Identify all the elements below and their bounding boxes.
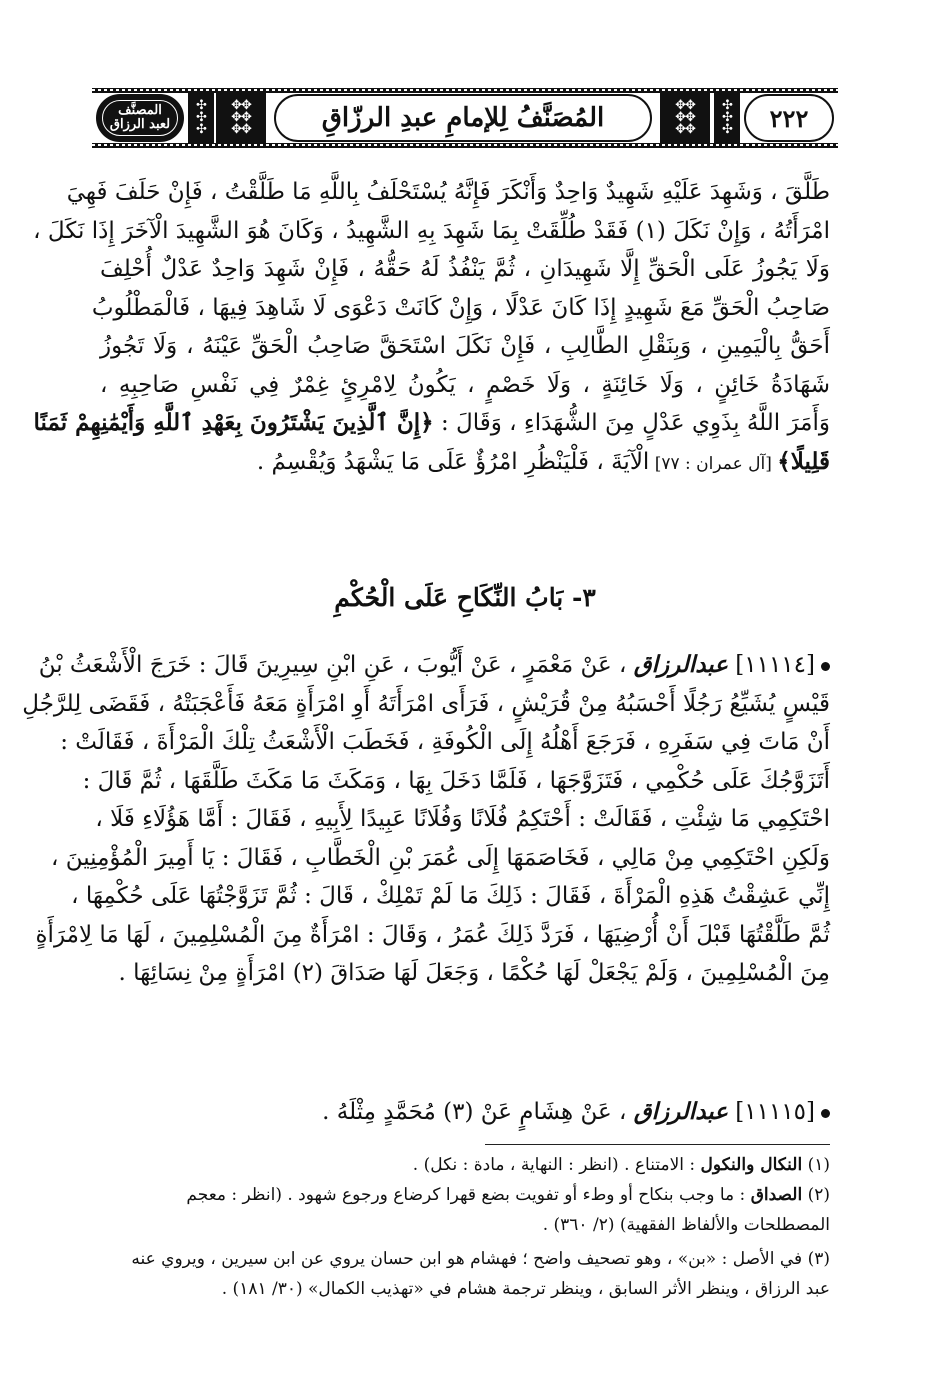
narrator-name: عبدالرزاق: [633, 651, 728, 678]
paragraph-continuation: [33, 173, 830, 481]
text-line: ثُمَّ طَلَّقْتُهَا قَبْلَ أَنْ أُرْضِيَهَا ، فَرَدَّ ذَلِكَ عُمَرُ ، وَقَالَ : امْرَأَةٌ مِنَ الْمُسْلِمِينَ ، لَهَا مَا لِامْرَأَةٍ: [35, 921, 830, 948]
ornament-right-2: ✣ ✣ ✣: [714, 93, 740, 143]
text-segment: وَأَمَرَ اللَّهُ بِذَوِي عَدْلٍ مِنَ الشُّهَدَاءِ ، وَقَالَ :: [433, 410, 830, 436]
running-title: المُصَنَّفُ لِلإمامِ عبدِ الرزّاقِ: [321, 103, 605, 133]
footnote-continuation: [100, 1210, 830, 1240]
text-line: شَهَادَةُ خَائِنٍ ، وَلَا خَائِنَةٍ ، وَلَا خَصْمٍ ، يَكُونُ لِامْرِئٍ غِمْرٌ فِي نَفْسِ صَاحِبِهِ ،: [100, 371, 830, 398]
text-line: [33, 404, 830, 443]
stamp-line-2: لعبد الرزاق: [109, 117, 171, 132]
text-line: امْرَأَتُهُ ، وَإِنْ نَكَلَ (١) فَقَدْ طُلِّقَتْ بِمَا شَهِدَ بِهِ الشَّهِيدُ ، وَكَانَ هُوَ الشَّهِيدَ الْآخَرَ إِذَا نَكَلَ ،: [33, 217, 830, 244]
ornament-left-1: ✣ ✣ ✣: [188, 93, 214, 143]
text-line: طَلَّقَ ، وَشَهِدَ عَلَيْهِ شَهِيدٌ وَاحِدٌ وَأَنْكَرَ فَإِنَّهُ يُسْتَحْلَفُ بِاللَّهِ مَا طَلَّقْتُ ، فَإِنْ حَلَفَ فَهِيَ: [66, 179, 830, 205]
text-line: قَيْسٍ يُشَيِّعُ رَجُلًا أَحْسَبُهُ مِنْ قُرَيْشٍ ، فَرَأَى امْرَأَتَهُ أَوِ امْرَأَةٍ مَعَهُ فَأَعْجَبَتْهُ ، فَقَضَى لِلرَّجُلِ: [22, 690, 830, 717]
text-line: احْتَكِمِي مَا شِئْتِ ، فَقَالَتْ : أَحْتَكِمُ فُلَانًا وَفُلَانًا عَبِيدًا لِأَبِيهِ ، فَقَالَ : أَمَّا هَؤُلَاءِ فَلَا ،: [95, 806, 830, 832]
page-number-cartouche: [744, 94, 834, 142]
text-line: أَحَقُّ بِالْيَمِينِ ، وَبِنَقْلِ الطَّالِبِ ، فَإِنْ نَكَلَ اسْتَحَقَّ صَاحِبُ الْحَقِّ عَيْنَهُ ، وَلَا تَجُوزُ: [100, 333, 830, 359]
footnote-text: : ما وجب بنكاح أو وطء أو تفويت بضع قهرا كرضاع ورجوع شهود . (انظر : معجم: [186, 1185, 751, 1205]
footnote: [100, 1180, 830, 1210]
text-line: [38, 646, 830, 685]
footnote-number: (٢): [802, 1185, 830, 1205]
text-segment: ، عَنْ مَعْمَرٍ ، عَنْ أَيُّوبَ ، عَنِ ابْنِ سِيرِينَ قَالَ : خَرَجَ الْأَشْعَثُ بْنُ: [38, 652, 634, 678]
section-heading: ٣- بَابُ النِّكَاحِ عَلَى الْحُكْمِ: [334, 583, 596, 612]
quran-verse-end: قَلِيلًا﴾: [777, 447, 830, 475]
bullet-marker: [821, 662, 830, 671]
footnote-continuation: [100, 1274, 830, 1304]
ornament-left-2: ✥✥ ✥✥ ✥✥: [216, 93, 266, 143]
footnote: [100, 1244, 830, 1274]
footnotes: [100, 1150, 830, 1304]
footnote-number: (١): [802, 1155, 830, 1175]
text-line: إِنِّي عَشِقْتُ هَذِهِ الْمَرْأَةَ ، فَقَالَ : ذَلِكَ مَا لَمْ تَمْلِكْ ، قَالَ : ثُمَّ تَزَوَّجْتُهَا عَلَى حُكْمِهَا ،: [71, 883, 830, 909]
hadith-11114: [22, 646, 830, 993]
hadith-number: [١١١١٥]: [727, 1099, 815, 1125]
text-line: وَلَا يَجُوزُ عَلَى الْحَقِّ إِلَّا شَهِيدَانِ ، ثُمَّ يَنْفُذُ لَهُ حَقُّهُ ، فَإِنْ شَهِدَ وَاحِدٌ عَدْلٌ أُحْلِفَ: [100, 256, 830, 282]
footnote-text: : الامتناع . (انظر : النهاية ، مادة : نكل) .: [412, 1155, 701, 1175]
footnote-number: (٣): [802, 1249, 830, 1269]
narrator-name: عبدالرزاق: [633, 1098, 728, 1125]
footnote-term: الصداق: [750, 1185, 803, 1205]
quran-verse: ﴿إِنَّ ٱلَّذِينَ يَشْتَرُونَ بِعَهْدِ ٱللَّهِ وَأَيْمَٰنِهِمْ ثَمَنًا: [33, 409, 434, 436]
text-line: وَلَكِنِ احْتَكِمِي مِنْ مَالِي ، فَخَاصَمَهَا إِلَى عُمَرَ بْنِ الْخَطَّابِ ، فَقَالَ : يَا أَمِيرَ الْمُؤْمِنِينَ ،: [50, 844, 830, 871]
footnote-separator: [485, 1144, 830, 1145]
header-border-bottom: [92, 143, 838, 148]
hadith-11115: [100, 1093, 830, 1132]
footnote-text: في الأصل : «بن» ، وهو تصحيف واضح ؛ فهشام هو ابن حسان يروي عن ابن سيرين ، ويروي عنه: [131, 1249, 803, 1269]
text-line: [100, 443, 830, 482]
title-cartouche: [274, 94, 652, 142]
quran-reference: [آل عمران : ٧٧]: [649, 453, 778, 474]
text-line: أَتَزَوَّجُكَ عَلَى حُكْمِي ، فَتَزَوَّجَهَا ، فَلَمَّا دَخَلَ بِهَا ، وَمَكَثَ مَا مَكَثَ طَلَّقَهَا ، ثُمَّ قَالَ :: [82, 767, 830, 794]
footnote-text: عبد الرزاق ، وينظر الأثر السابق ، وينظر ترجمة هشام في «تهذيب الكمال» (٣٠/ ١٨١) .: [221, 1279, 830, 1299]
bullet-marker: [821, 1109, 830, 1118]
stamp-line-1: المصنَّف: [118, 103, 162, 118]
text-line: مِنَ الْمُسْلِمِينَ ، وَلَمْ يَجْعَلْ لَهَا حُكْمًا ، وَجَعَلَ لَهَا صَدَاقَ (٢) امْرَأَةٍ مِنْ نِسَائِهَا .: [118, 960, 830, 986]
book-stamp: [96, 94, 184, 142]
text-segment: ، عَنْ هِشَامٍ عَنْ (٣) مُحَمَّدٍ مِثْلَهُ .: [322, 1099, 634, 1125]
footnote-term: النكال والنكول: [700, 1155, 803, 1175]
page-number: ٢٢٢: [769, 103, 809, 133]
text-segment: الْآيَةَ ، فَلْيَنْظُرِ امْرُؤٌ عَلَى مَا يَشْهَدُ وَيُقْسِمُ .: [256, 448, 650, 475]
footnote-text: المصطلحات والألفاظ الفقهية) (٢/ ٣٦٠) .: [542, 1215, 830, 1235]
text-line: صَاحِبُ الْحَقِّ مَعَ شَهِيدٍ إِذَا كَانَ عَدْلًا ، وَإِنْ كَانَتْ دَعْوَى لَا شَاهِدَ فِيهَا ، فَالْمَطْلُوبُ: [91, 294, 830, 321]
text-line: [100, 1093, 830, 1132]
page-header: [92, 88, 838, 148]
footnote: [100, 1150, 830, 1180]
hadith-number: [١١١١٤]: [727, 652, 815, 678]
ornament-right-1: ✥✥ ✥✥ ✥✥: [660, 93, 710, 143]
text-line: أَنْ مَاتَ فِي سَفَرِهِ ، فَرَجَعَ أَهْلُهُ إِلَى الْكُوفَةِ ، فَخَطَبَ الْأَشْعَثُ تِلْكَ الْمَرْأَةَ ، فَقَالَتْ :: [60, 729, 830, 755]
